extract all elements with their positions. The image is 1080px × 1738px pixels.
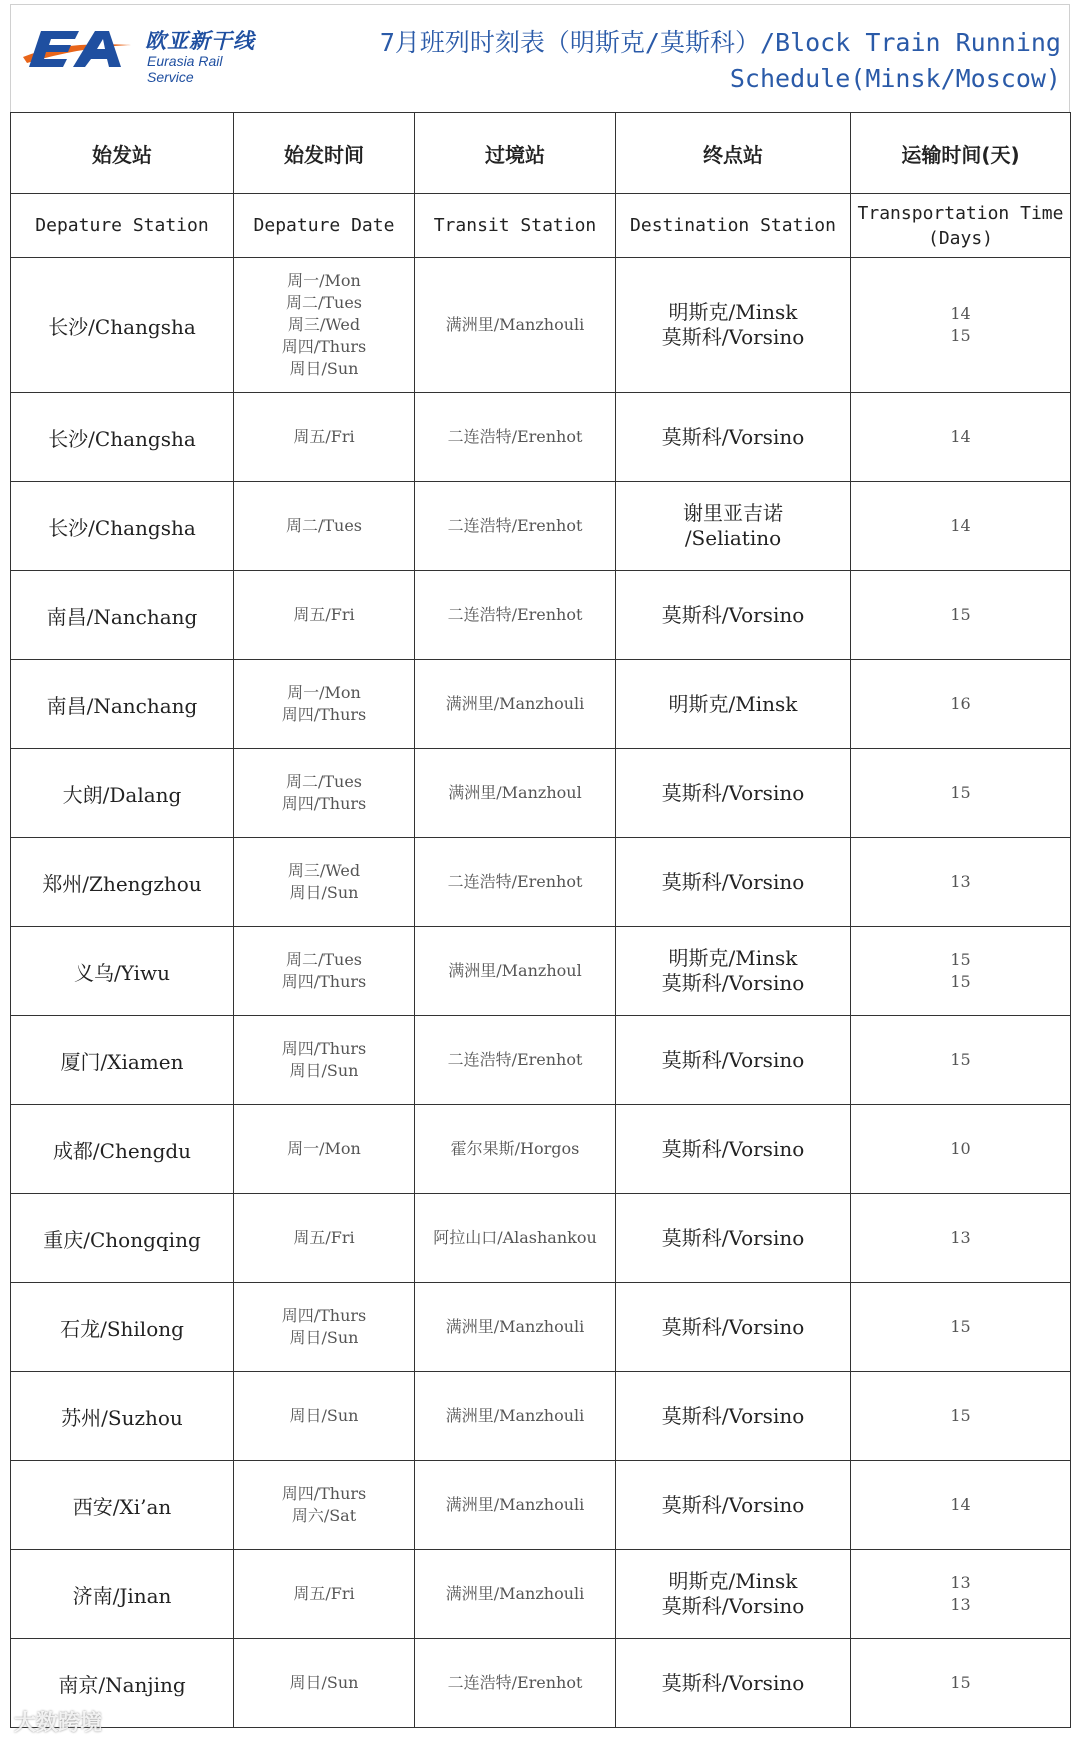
days-line: 15 [950,1673,971,1692]
origin-cell: 长沙/Changsha [11,482,234,571]
header-row-cn [11,113,1071,194]
origin-cell: 南昌/Nanchang [11,571,234,660]
days-line: 13 [950,1573,971,1592]
days-line: 13 [950,1595,971,1614]
table-row [11,927,1071,1016]
origin-cell: 西安/Xi’an [11,1461,234,1550]
table-row [11,393,1071,482]
days-line: 14 [950,1495,971,1514]
dest-line: 莫斯科/Vorsino [661,1314,805,1339]
days-line: 15 [950,972,971,991]
transit-cell: 二连浩特/Erenhot [415,571,616,660]
date-line: 周三/Wed [287,861,361,880]
transit-cell: 满洲里/Manzhoul [415,927,616,1016]
origin-cell: 济南/Jinan [11,1550,234,1639]
table-row [11,258,1071,393]
document-header [10,4,1070,112]
table-row [11,1639,1071,1728]
header-row-en [11,194,1071,258]
date-line: 周二/Tues [285,516,363,535]
date-line: 周五/Fri [293,427,355,446]
days-line: 15 [950,783,971,802]
date-cell [234,1550,415,1639]
origin-cell: 长沙/Changsha [11,393,234,482]
days-cell [851,838,1071,927]
col-header-origin-en: Depature Station [11,194,234,258]
days-cell [851,1550,1071,1639]
origin-cell: 成都/Chengdu [11,1105,234,1194]
date-cell [234,1639,415,1728]
dest-cell [616,660,851,749]
days-cell [851,482,1071,571]
transit-cell: 满洲里/Manzhouli [415,1461,616,1550]
table-row [11,1550,1071,1639]
dest-line: 莫斯科/Vorsino [661,602,805,627]
origin-cell: 郑州/Zhengzhou [11,838,234,927]
table-row [11,571,1071,660]
days-cell [851,393,1071,482]
dest-cell [616,838,851,927]
dest-cell [616,749,851,838]
dest-line: 莫斯科/Vorsino [661,1403,805,1428]
ea-logo-icon [21,27,139,73]
transit-cell: 二连浩特/Erenhot [415,838,616,927]
schedule-document [10,4,1070,1734]
dest-cell [616,1105,851,1194]
date-cell [234,1461,415,1550]
transit-cell: 满洲里/Manzhouli [415,1283,616,1372]
dest-line: 莫斯科/Vorsino [661,325,805,349]
dest-line: 明斯克/Minsk [668,300,798,324]
col-header-days: 运输时间(天) [851,113,1071,194]
days-cell [851,927,1071,1016]
date-cell [234,927,415,1016]
days-line: 15 [950,950,971,969]
transit-cell: 二连浩特/Erenhot [415,1016,616,1105]
days-line: 14 [950,304,971,323]
col-header-dest: 终点站 [616,113,851,194]
table-row [11,1016,1071,1105]
col-header-origin: 始发站 [11,113,234,194]
date-line: 周四/Thurs [281,972,367,991]
date-line: 周日/Sun [289,1061,359,1080]
days-cell [851,571,1071,660]
days-line: 10 [950,1139,971,1158]
date-line: 周四/Thurs [281,794,367,813]
col-header-transit: 过境站 [415,113,616,194]
watermark: 大数跨境 [14,1711,103,1736]
table-row [11,749,1071,838]
date-line: 周四/Thurs [281,1484,367,1503]
table-row [11,660,1071,749]
days-line: 15 [950,1050,971,1069]
origin-cell: 南京/Nanjing [11,1639,234,1728]
origin-cell: 厦门/Xiamen [11,1016,234,1105]
days-cell [851,1283,1071,1372]
company-logo [21,23,261,85]
date-cell [234,1016,415,1105]
dest-cell [616,1461,851,1550]
date-line: 周二/Tues [285,772,363,791]
days-line: 13 [950,872,971,891]
date-line: 周四/Thurs [281,1039,367,1058]
table-row [11,1461,1071,1550]
title-line-2: Schedule(Minsk/Moscow) [729,64,1061,93]
schedule-table [10,112,1071,1728]
date-line: 周一/Mon [287,271,361,290]
transit-cell: 满洲里/Manzhouli [415,1550,616,1639]
origin-cell: 苏州/Suzhou [11,1372,234,1461]
days-cell [851,749,1071,838]
transit-cell: 阿拉山口/Alashankou [415,1194,616,1283]
date-cell [234,1194,415,1283]
date-line: 周三/Wed [287,315,361,334]
days-cell [851,1105,1071,1194]
dest-line: 明斯克/Minsk [668,1569,798,1593]
days-cell [851,1461,1071,1550]
date-cell [234,1372,415,1461]
date-line: 周日/Sun [289,1406,359,1425]
dest-line: 明斯克/Minsk [668,691,798,716]
date-line: 周六/Sat [291,1506,357,1525]
col-header-days-en: Transportation Time (Days) [851,194,1071,258]
date-cell [234,1105,415,1194]
days-line: 15 [950,326,971,345]
dest-cell [616,1372,851,1461]
dest-cell [616,927,851,1016]
transit-cell: 满洲里/Manzhouli [415,1372,616,1461]
origin-cell: 重庆/Chongqing [11,1194,234,1283]
origin-cell: 义乌/Yiwu [11,927,234,1016]
dest-cell [616,1194,851,1283]
date-line: 周日/Sun [289,1673,359,1692]
dest-line: 莫斯科/Vorsino [661,869,805,894]
date-line: 周日/Sun [289,359,359,378]
date-line: 周日/Sun [289,883,359,902]
table-row [11,838,1071,927]
date-line: 周日/Sun [289,1328,359,1347]
logo-cn-text: 欧亚新干线 [145,29,255,53]
col-header-transit-en: Transit Station [415,194,616,258]
dest-line: 莫斯科/Vorsino [661,1594,805,1618]
days-line: 14 [950,427,971,446]
origin-cell: 长沙/Changsha [11,258,234,393]
origin-cell: 大朗/Dalang [11,749,234,838]
transit-cell: 二连浩特/Erenhot [415,482,616,571]
col-header-date-en: Depature Date [234,194,415,258]
table-row [11,482,1071,571]
date-cell [234,1283,415,1372]
dest-line: 莫斯科/Vorsino [661,1492,805,1517]
dest-cell [616,482,851,571]
days-cell [851,1194,1071,1283]
dest-line: 明斯克/Minsk [668,946,798,970]
date-line: 周五/Fri [293,605,355,624]
logo-en-text: Eurasia Rail Service [147,53,223,85]
transit-cell: 满洲里/Manzhouli [415,660,616,749]
transit-cell: 满洲里/Manzhouli [415,258,616,393]
days-cell [851,660,1071,749]
dest-cell [616,571,851,660]
title-line-1: 7月班列时刻表（明斯克/莫斯科）/Block Train Running [379,28,1061,57]
date-line: 周一/Mon [287,1139,361,1158]
dest-line: 莫斯科/Vorsino [661,1047,805,1072]
dest-cell [616,1550,851,1639]
dest-line: 莫斯科/Vorsino [661,1670,805,1695]
date-line: 周四/Thurs [281,705,367,724]
date-line: 周四/Thurs [281,337,367,356]
dest-line: 谢里亚吉诺 [683,501,783,525]
days-line: 16 [950,694,971,713]
transit-cell: 二连浩特/Erenhot [415,393,616,482]
date-cell [234,393,415,482]
dest-line: 莫斯科/Vorsino [661,971,805,995]
col-header-date: 始发时间 [234,113,415,194]
days-line: 15 [950,1406,971,1425]
date-line: 周二/Tues [285,293,363,312]
date-line: 周五/Fri [293,1584,355,1603]
dest-cell [616,258,851,393]
table-row [11,1105,1071,1194]
days-line: 15 [950,605,971,624]
days-cell [851,1016,1071,1105]
dest-cell [616,1639,851,1728]
col-header-dest-en: Destination Station [616,194,851,258]
days-cell [851,1372,1071,1461]
dest-line: 莫斯科/Vorsino [661,424,805,449]
date-line: 周一/Mon [287,683,361,702]
dest-cell [616,1283,851,1372]
dest-cell [616,393,851,482]
date-line: 周二/Tues [285,950,363,969]
page-title [271,25,1061,97]
days-line: 15 [950,1317,971,1336]
date-cell [234,660,415,749]
dest-cell [616,1016,851,1105]
transit-cell: 满洲里/Manzhoul [415,749,616,838]
dest-line: 莫斯科/Vorsino [661,780,805,805]
table-row [11,1372,1071,1461]
transit-cell: 二连浩特/Erenhot [415,1639,616,1728]
table-row [11,1194,1071,1283]
date-cell [234,838,415,927]
days-cell [851,1639,1071,1728]
days-line: 14 [950,516,971,535]
origin-cell: 南昌/Nanchang [11,660,234,749]
days-cell [851,258,1071,393]
origin-cell: 石龙/Shilong [11,1283,234,1372]
date-cell [234,482,415,571]
transit-cell: 霍尔果斯/Horgos [415,1105,616,1194]
table-row [11,1283,1071,1372]
schedule-rows [11,258,1071,1728]
date-cell [234,749,415,838]
days-line: 13 [950,1228,971,1247]
date-line: 周四/Thurs [281,1306,367,1325]
date-cell [234,571,415,660]
dest-line: /Seliatino [684,526,782,550]
dest-line: 莫斯科/Vorsino [661,1136,805,1161]
date-cell [234,258,415,393]
dest-line: 莫斯科/Vorsino [661,1225,805,1250]
date-line: 周五/Fri [293,1228,355,1247]
